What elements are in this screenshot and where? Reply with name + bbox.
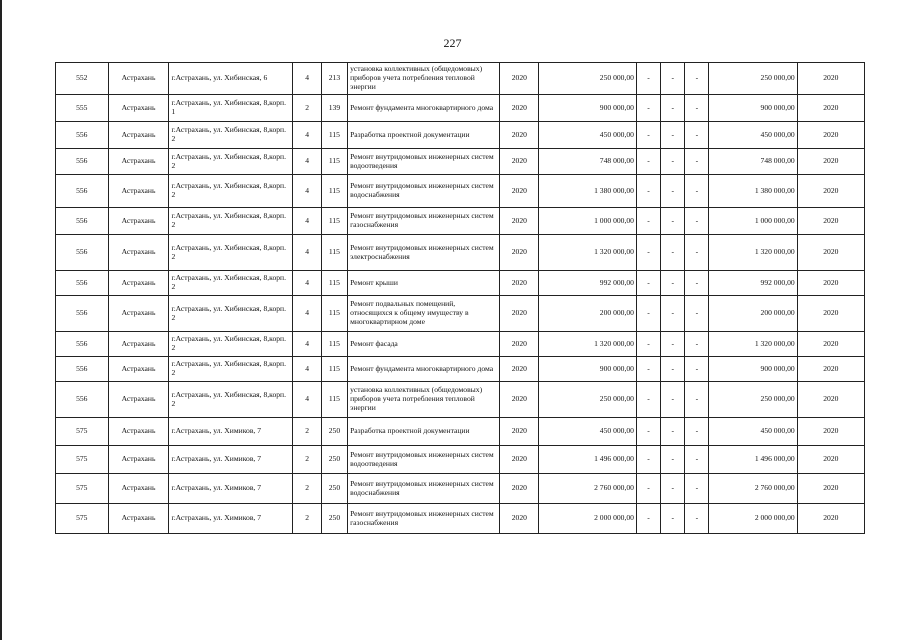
table-row	[56, 382, 865, 418]
row-city: Астрахань	[108, 175, 169, 208]
row-address: г.Астрахань, ул. Хибинская, 8,корп. 2	[169, 357, 293, 382]
row-cost: 1 380 000,00	[539, 175, 637, 208]
table-row	[56, 357, 865, 382]
row-year-end: 2020	[797, 296, 864, 332]
row-floors: 4	[293, 149, 321, 175]
row-dash-1: -	[636, 235, 660, 271]
row-year-end: 2020	[797, 332, 864, 357]
row-cost: 450 000,00	[539, 418, 637, 446]
row-dash-2: -	[661, 474, 685, 504]
row-dash-3: -	[685, 149, 709, 175]
row-number: 556	[56, 296, 109, 332]
row-dash-2: -	[661, 446, 685, 474]
row-number: 556	[56, 122, 109, 149]
row-city: Астрахань	[108, 149, 169, 175]
table-row	[56, 332, 865, 357]
table-row	[56, 271, 865, 296]
table-row	[56, 63, 865, 95]
row-total: 250 000,00	[709, 63, 797, 95]
row-dash-3: -	[685, 175, 709, 208]
row-dash-3: -	[685, 332, 709, 357]
row-year: 2020	[500, 175, 539, 208]
row-work-type: Разработка проектной документации	[348, 122, 500, 149]
row-work-type: Разработка проектной документации	[348, 418, 500, 446]
row-floors: 4	[293, 175, 321, 208]
row-city: Астрахань	[108, 446, 169, 474]
row-year-end: 2020	[797, 175, 864, 208]
row-dash-1: -	[636, 149, 660, 175]
row-cost: 450 000,00	[539, 122, 637, 149]
row-dash-1: -	[636, 271, 660, 296]
row-year: 2020	[500, 446, 539, 474]
row-floors: 2	[293, 418, 321, 446]
row-address: г.Астрахань, ул. Химиков, 7	[169, 504, 293, 534]
table-row	[56, 418, 865, 446]
row-year-end: 2020	[797, 235, 864, 271]
row-address: г.Астрахань, ул. Хибинская, 8,корп. 2	[169, 332, 293, 357]
row-work-type: Ремонт внутридомовых инженерных систем газоснабжения	[348, 208, 500, 235]
row-apartments: 115	[321, 175, 347, 208]
row-year: 2020	[500, 63, 539, 95]
row-floors: 4	[293, 296, 321, 332]
table-row	[56, 296, 865, 332]
row-city: Астрахань	[108, 382, 169, 418]
row-total: 1 496 000,00	[709, 446, 797, 474]
row-floors: 2	[293, 474, 321, 504]
row-dash-3: -	[685, 235, 709, 271]
row-year: 2020	[500, 208, 539, 235]
row-dash-1: -	[636, 332, 660, 357]
row-city: Астрахань	[108, 474, 169, 504]
table-row	[56, 122, 865, 149]
row-dash-2: -	[661, 122, 685, 149]
row-dash-3: -	[685, 446, 709, 474]
row-apartments: 115	[321, 357, 347, 382]
row-total: 1 380 000,00	[709, 175, 797, 208]
row-floors: 4	[293, 271, 321, 296]
row-apartments: 115	[321, 235, 347, 271]
row-address: г.Астрахань, ул. Хибинская, 8,корп. 2	[169, 175, 293, 208]
row-address: г.Астрахань, ул. Хибинская, 8,корп. 2	[169, 235, 293, 271]
row-apartments: 250	[321, 446, 347, 474]
row-year-end: 2020	[797, 382, 864, 418]
row-floors: 4	[293, 208, 321, 235]
row-cost: 1 320 000,00	[539, 332, 637, 357]
table-row	[56, 504, 865, 534]
row-year: 2020	[500, 235, 539, 271]
row-dash-2: -	[661, 208, 685, 235]
row-year-end: 2020	[797, 418, 864, 446]
row-cost: 2 760 000,00	[539, 474, 637, 504]
row-year-end: 2020	[797, 63, 864, 95]
row-year-end: 2020	[797, 95, 864, 122]
row-work-type: Ремонт внутридомовых инженерных систем газоснабжения	[348, 504, 500, 534]
row-dash-3: -	[685, 208, 709, 235]
row-city: Астрахань	[108, 208, 169, 235]
row-apartments: 115	[321, 332, 347, 357]
row-number: 556	[56, 332, 109, 357]
row-floors: 4	[293, 235, 321, 271]
row-number: 575	[56, 446, 109, 474]
row-total: 748 000,00	[709, 149, 797, 175]
row-year-end: 2020	[797, 271, 864, 296]
row-address: г.Астрахань, ул. Хибинская, 8,корп. 2	[169, 208, 293, 235]
row-apartments: 139	[321, 95, 347, 122]
row-year: 2020	[500, 504, 539, 534]
row-floors: 2	[293, 95, 321, 122]
scan-edge	[0, 0, 2, 640]
row-cost: 200 000,00	[539, 296, 637, 332]
row-city: Астрахань	[108, 122, 169, 149]
row-dash-3: -	[685, 357, 709, 382]
row-year: 2020	[500, 271, 539, 296]
row-year: 2020	[500, 474, 539, 504]
row-dash-3: -	[685, 63, 709, 95]
row-number: 556	[56, 175, 109, 208]
row-dash-1: -	[636, 63, 660, 95]
row-year: 2020	[500, 357, 539, 382]
row-total: 1 320 000,00	[709, 332, 797, 357]
row-year: 2020	[500, 296, 539, 332]
row-cost: 748 000,00	[539, 149, 637, 175]
row-number: 575	[56, 474, 109, 504]
row-total: 900 000,00	[709, 357, 797, 382]
row-year: 2020	[500, 418, 539, 446]
row-address: г.Астрахань, ул. Хибинская, 8,корп. 2	[169, 271, 293, 296]
row-number: 556	[56, 271, 109, 296]
row-cost: 250 000,00	[539, 63, 637, 95]
row-floors: 2	[293, 504, 321, 534]
row-number: 556	[56, 382, 109, 418]
table-row	[56, 474, 865, 504]
row-address: г.Астрахань, ул. Хибинская, 8,корп. 2	[169, 296, 293, 332]
row-year: 2020	[500, 149, 539, 175]
row-number: 575	[56, 418, 109, 446]
row-dash-2: -	[661, 418, 685, 446]
table-row	[56, 95, 865, 122]
row-city: Астрахань	[108, 271, 169, 296]
row-apartments: 115	[321, 208, 347, 235]
row-dash-1: -	[636, 504, 660, 534]
row-dash-3: -	[685, 504, 709, 534]
row-city: Астрахань	[108, 332, 169, 357]
row-address: г.Астрахань, ул. Хибинская, 8,корп. 2	[169, 149, 293, 175]
row-floors: 4	[293, 332, 321, 357]
page-number: 227	[443, 36, 462, 50]
row-dash-1: -	[636, 418, 660, 446]
row-dash-2: -	[661, 95, 685, 122]
row-address: г.Астрахань, ул. Хибинская, 8,корп. 2	[169, 382, 293, 418]
row-dash-2: -	[661, 332, 685, 357]
row-dash-3: -	[685, 474, 709, 504]
row-address: г.Астрахань, ул. Хибинская, 8,корп. 2	[169, 122, 293, 149]
row-apartments: 115	[321, 122, 347, 149]
row-dash-1: -	[636, 382, 660, 418]
row-floors: 4	[293, 63, 321, 95]
row-number: 575	[56, 504, 109, 534]
row-dash-2: -	[661, 296, 685, 332]
row-work-type: Ремонт подвальных помещений, относящихся к общему имуществу в многоквартирном доме	[348, 296, 500, 332]
row-total: 900 000,00	[709, 95, 797, 122]
row-work-type: установка коллективных (общедомовых) приборов учета потребления тепловой энергии	[348, 382, 500, 418]
row-city: Астрахань	[108, 235, 169, 271]
row-address: г.Астрахань, ул. Химиков, 7	[169, 446, 293, 474]
row-apartments: 250	[321, 504, 347, 534]
row-total: 450 000,00	[709, 418, 797, 446]
row-city: Астрахань	[108, 418, 169, 446]
row-work-type: Ремонт внутридомовых инженерных систем водоснабжения	[348, 175, 500, 208]
row-apartments: 115	[321, 149, 347, 175]
row-address: г.Астрахань, ул. Хибинская, 8,корп. 1	[169, 95, 293, 122]
row-address: г.Астрахань, ул. Химиков, 7	[169, 418, 293, 446]
row-floors: 2	[293, 446, 321, 474]
table-row	[56, 235, 865, 271]
row-dash-1: -	[636, 296, 660, 332]
row-dash-2: -	[661, 235, 685, 271]
row-dash-1: -	[636, 95, 660, 122]
row-total: 200 000,00	[709, 296, 797, 332]
row-city: Астрахань	[108, 504, 169, 534]
row-address: г.Астрахань, ул. Хибинская, 6	[169, 63, 293, 95]
row-address: г.Астрахань, ул. Химиков, 7	[169, 474, 293, 504]
row-dash-3: -	[685, 418, 709, 446]
row-work-type: Ремонт внутридомовых инженерных систем водоотведения	[348, 446, 500, 474]
row-dash-1: -	[636, 357, 660, 382]
table-row	[56, 446, 865, 474]
row-floors: 4	[293, 122, 321, 149]
row-apartments: 213	[321, 63, 347, 95]
row-year-end: 2020	[797, 504, 864, 534]
row-year-end: 2020	[797, 474, 864, 504]
row-dash-3: -	[685, 271, 709, 296]
row-year: 2020	[500, 95, 539, 122]
row-dash-1: -	[636, 446, 660, 474]
row-dash-2: -	[661, 271, 685, 296]
row-dash-3: -	[685, 122, 709, 149]
row-number: 555	[56, 95, 109, 122]
row-total: 2 000 000,00	[709, 504, 797, 534]
row-year-end: 2020	[797, 122, 864, 149]
row-work-type: Ремонт фасада	[348, 332, 500, 357]
table-row	[56, 208, 865, 235]
row-floors: 4	[293, 382, 321, 418]
row-work-type: установка коллективных (общедомовых) приборов учета потребления тепловой энергии	[348, 63, 500, 95]
row-total: 1 000 000,00	[709, 208, 797, 235]
row-dash-3: -	[685, 95, 709, 122]
row-number: 556	[56, 357, 109, 382]
row-work-type: Ремонт фундамента многоквартирного дома	[348, 357, 500, 382]
row-cost: 900 000,00	[539, 95, 637, 122]
row-work-type: Ремонт внутридомовых инженерных систем электроснабжения	[348, 235, 500, 271]
row-dash-2: -	[661, 63, 685, 95]
row-apartments: 115	[321, 382, 347, 418]
row-cost: 1 000 000,00	[539, 208, 637, 235]
row-cost: 2 000 000,00	[539, 504, 637, 534]
row-apartments: 250	[321, 474, 347, 504]
row-year: 2020	[500, 332, 539, 357]
row-work-type: Ремонт фундамента многоквартирного дома	[348, 95, 500, 122]
row-apartments: 250	[321, 418, 347, 446]
row-dash-3: -	[685, 296, 709, 332]
row-year-end: 2020	[797, 357, 864, 382]
row-dash-2: -	[661, 175, 685, 208]
row-dash-2: -	[661, 357, 685, 382]
row-cost: 250 000,00	[539, 382, 637, 418]
row-work-type: Ремонт внутридомовых инженерных систем водоснабжения	[348, 474, 500, 504]
row-cost: 1 496 000,00	[539, 446, 637, 474]
row-cost: 1 320 000,00	[539, 235, 637, 271]
row-dash-2: -	[661, 382, 685, 418]
row-total: 1 320 000,00	[709, 235, 797, 271]
row-apartments: 115	[321, 296, 347, 332]
row-total: 2 760 000,00	[709, 474, 797, 504]
row-city: Астрахань	[108, 95, 169, 122]
row-dash-1: -	[636, 122, 660, 149]
row-year-end: 2020	[797, 446, 864, 474]
row-total: 250 000,00	[709, 382, 797, 418]
row-cost: 992 000,00	[539, 271, 637, 296]
row-number: 552	[56, 63, 109, 95]
row-year-end: 2020	[797, 208, 864, 235]
row-year: 2020	[500, 122, 539, 149]
row-city: Астрахань	[108, 296, 169, 332]
row-dash-1: -	[636, 175, 660, 208]
row-year: 2020	[500, 382, 539, 418]
table-row	[56, 175, 865, 208]
row-total: 450 000,00	[709, 122, 797, 149]
row-dash-3: -	[685, 382, 709, 418]
row-work-type: Ремонт внутридомовых инженерных систем водоотведения	[348, 149, 500, 175]
works-table	[55, 62, 865, 534]
row-work-type: Ремонт крыши	[348, 271, 500, 296]
row-dash-2: -	[661, 504, 685, 534]
row-dash-2: -	[661, 149, 685, 175]
row-dash-1: -	[636, 474, 660, 504]
table-row	[56, 149, 865, 175]
row-city: Астрахань	[108, 63, 169, 95]
row-number: 556	[56, 149, 109, 175]
row-dash-1: -	[636, 208, 660, 235]
row-total: 992 000,00	[709, 271, 797, 296]
row-year-end: 2020	[797, 149, 864, 175]
row-number: 556	[56, 235, 109, 271]
row-floors: 4	[293, 357, 321, 382]
row-apartments: 115	[321, 271, 347, 296]
row-cost: 900 000,00	[539, 357, 637, 382]
row-number: 556	[56, 208, 109, 235]
row-city: Астрахань	[108, 357, 169, 382]
